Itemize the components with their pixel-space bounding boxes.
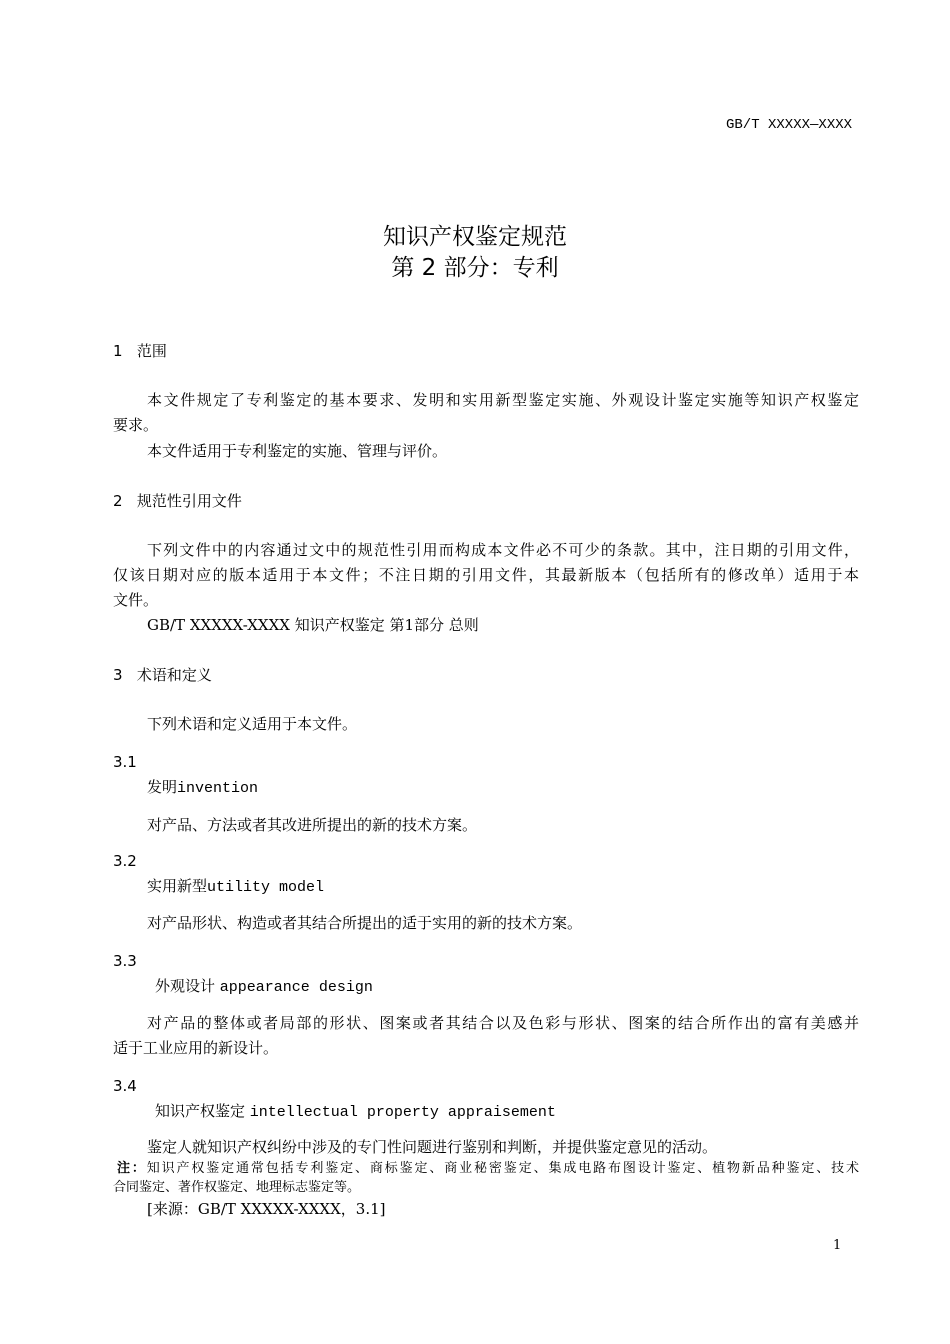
term-number: 3.1: [113, 753, 137, 771]
term-source: [来源：GB/T XXXXX-XXXX，3.1]: [147, 1200, 386, 1218]
term-heading: [147, 876, 324, 898]
paragraph: 要求。: [113, 416, 159, 434]
section-title: 规范性引用文件: [136, 492, 242, 510]
section-heading-2: [113, 491, 242, 511]
note-text: 知识产权鉴定通常包括专利鉴定、商标鉴定、商业秘密鉴定、集成电路布图设计鉴定、植物新品种鉴定、技术: [146, 1161, 859, 1176]
term-heading: [155, 976, 373, 998]
term-zh: 知识产权鉴定: [155, 1102, 246, 1120]
note: [113, 1160, 859, 1178]
term-definition: 对产品、方法或者其改进所提出的新的技术方案。: [147, 816, 478, 834]
normative-reference: GB/T XXXXX-XXXX 知识产权鉴定 第1部分 总则: [147, 616, 479, 634]
paragraph: 下列术语和定义适用于本文件。: [147, 715, 358, 733]
document-code: GB/T XXXXX—XXXX: [726, 117, 853, 133]
term-en: utility model: [207, 879, 325, 896]
document-title: 知识产权鉴定规范: [383, 224, 567, 250]
note-label: 注：: [117, 1161, 147, 1176]
section-title: 范围: [136, 342, 167, 360]
paragraph: 本文件适用于专利鉴定的实施、管理与评价。: [147, 442, 448, 460]
term-zh: 实用新型: [147, 877, 208, 895]
term-en: appearance design: [219, 979, 373, 996]
term-heading: [155, 1101, 556, 1123]
paragraph: 文件。: [113, 591, 159, 609]
term-number: 3.3: [113, 952, 137, 970]
section-title: 术语和定义: [136, 666, 212, 684]
term-en: intellectual property appraisement: [249, 1104, 556, 1121]
section-heading-1: [113, 341, 167, 361]
term-definition: 对产品形状、构造或者其结合所提出的适于实用的新的技术方案。: [147, 914, 583, 932]
term-number: 3.2: [113, 852, 137, 870]
term-number: 3.4: [113, 1077, 137, 1095]
paragraph: 下列文件中的内容通过文中的规范性引用而构成本文件必不可少的条款。其中，注日期的引用文件，: [147, 541, 859, 559]
document-subtitle: 第 2 部分：专利: [391, 255, 559, 281]
term-heading: [147, 777, 258, 799]
note-text: 合同鉴定、著作权鉴定、地理标志鉴定等。: [113, 1180, 361, 1195]
section-number: 1: [113, 342, 123, 360]
term-zh: 外观设计: [155, 977, 216, 995]
section-number: 2: [113, 492, 123, 510]
paragraph: 本文件规定了专利鉴定的基本要求、发明和实用新型鉴定实施、外观设计鉴定实施等知识产权鉴定: [147, 391, 859, 409]
section-heading-3: [113, 665, 212, 685]
paragraph: 仅该日期对应的版本适用于本文件；不注日期的引用文件，其最新版本（包括所有的修改单）适用于本: [113, 566, 859, 584]
term-definition: 鉴定人就知识产权纠纷中涉及的专门性问题进行鉴别和判断，并提供鉴定意见的活动。: [147, 1138, 718, 1156]
term-definition: 对产品的整体或者局部的形状、图案或者其结合以及色彩与形状、图案的结合所作出的富有美感并: [147, 1014, 859, 1032]
term-en: invention: [177, 780, 259, 797]
term-zh: 发明: [147, 778, 178, 796]
term-definition: 适于工业应用的新设计。: [113, 1039, 279, 1057]
page-number: 1: [833, 1238, 842, 1253]
section-number: 3: [113, 666, 123, 684]
